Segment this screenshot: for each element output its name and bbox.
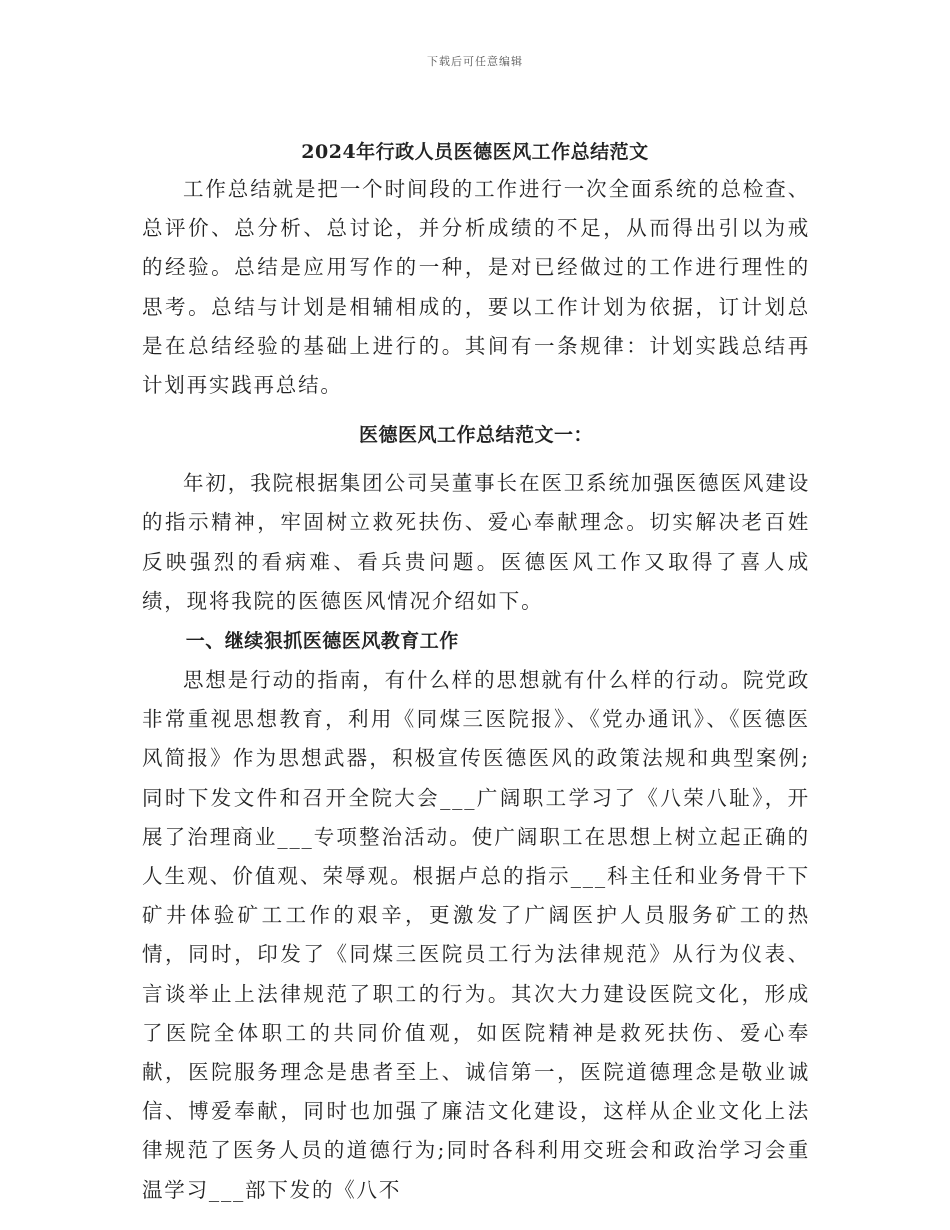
section-title: 医德医风工作总结范文一：: [358, 424, 593, 447]
document-title: 2024年行政人员医德医风工作总结范文: [301, 140, 649, 163]
sub-heading-1: 一、继续狠抓医德医风教育工作: [185, 630, 459, 653]
section-intro-paragraph: 年初，我院根据集团公司吴董事长在医卫系统加强医德医风建设的指示精神，牢固树立救死扶伤、爱心奉献理念。切实解决老百姓反映强烈的看病难、看兵贵问题。医德医风工作又取得了喜人成绩，现将我院的医德医风情况介绍如下。: [142, 471, 810, 613]
intro-paragraph: 工作总结就是把一个时间段的工作进行一次全面系统的总检查、总评价、总分析、总讨论，并分析成绩的不足，从而得出引以为戒的经验。总结是应用写作的一种，是对已经做过的工作进行理性的思考。总结与计划是相辅相成的，要以工作计划为依据，订计划总是在总结经验的基础上进行的。其间有一条规律：计划实践总结再计划再实践再总结。: [142, 177, 810, 398]
document-body: [142, 170, 810, 1210]
body-paragraph-1: 思想是行动的指南，有什么样的思想就有什么样的行动。院党政非常重视思想教育，利用《同煤三医院报》、《党办通讯》、《医德医风简报》作为思想武器，积极宣传医德医风的政策法规和典型案例;同时下发文件和召开全院大会___广阔职工学习了《八荣八耻》，开展了治理商业___专项整治活动。使广阔职工在思想上树立起正确的人生观、价值观、荣辱观。根据卢总的指示___科主任和业务骨干下矿井体验矿工工作的艰辛，更激发了广阔医护人员服务矿工的热情，同时，印发了《同煤三医院员工行为法律规范》从行为仪表、言谈举止上法律规范了职工的行为。其次大力建设医院文化，形成了医院全体职工的共同价值观，如医院精神是救死扶伤、爱心奉献，医院服务理念是患者至上、诚信第一，医院道德理念是敬业诚信、博爱奉献，同时也加强了廉洁文化建设，这样从企业文化上法律规范了医务人员的道德行为;同时各科利用交班会和政治学习会重温学习___部下发的《八不: [142, 668, 810, 1202]
header-note: 下载后可任意编辑: [427, 55, 523, 68]
